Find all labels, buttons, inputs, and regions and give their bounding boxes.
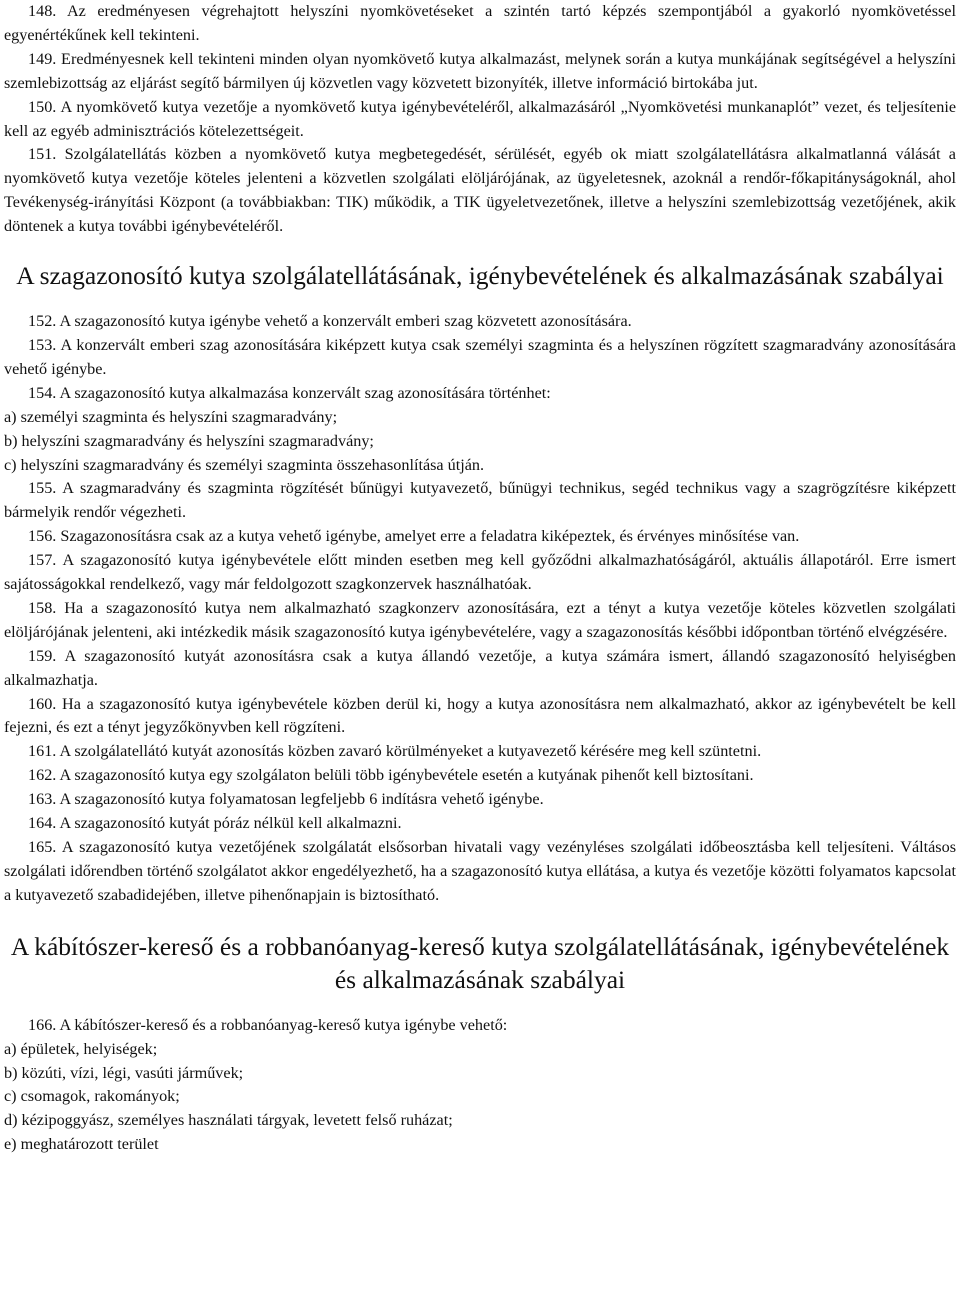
paragraph-161: 161. A szolgálatellátó kutyát azonosítás közben zavaró körülményeket a kutyavezető kérésére meg kell szüntetni. <box>28 742 762 761</box>
paragraph-159: 159. A szagazonosító kutyát azonosításra csak a kutya állandó vezetője, a kutya számára ismert, állandó szagazonosító helyiségben alkalmazhatja. <box>4 646 956 689</box>
list-item-154-b: b) helyszíni szagmaradvány és helyszíni szagmaradvány; <box>4 431 374 450</box>
list-item-154-c: c) helyszíni szagmaradvány és személyi szagminta összehasonlítása útján. <box>4 455 485 474</box>
paragraph-165: 165. A szagazonosító kutya vezetőjének szolgálatát elsősorban hivatali vagy vezényléses szolgálati időbeosztásba kell teljesíteni. Váltásos szolgálati időrendben történő szolgálatot akkor engedélyezhető, ha a szagazonosító kutya ellátása, a kutya és vezetője közötti folyamatos kapcsolat a kutyavezető szabadidejében, illetve pihenőnapjain is biztosítható. <box>4 838 956 904</box>
list-item-166-a: a) épületek, helyiségek; <box>4 1039 158 1058</box>
list-item-166-d: d) kézipoggyász, személyes használati tárgyak, levetett felső ruházat; <box>4 1111 453 1130</box>
section-heading-detection-dogs: A kábítószer-kereső és a robbanóanyag-kereső kutya szolgálatellátásának, igénybevételének és alkalmazásának szabályai <box>10 931 950 994</box>
paragraph-162: 162. A szagazonosító kutya egy szolgálaton belüli több igénybevétele esetén a kutyának pihenőt kell biztosítani. <box>28 766 754 785</box>
paragraph-164: 164. A szagazonosító kutyát póráz nélkül kell alkalmazni. <box>28 814 402 833</box>
paragraph-149: 149. Eredményesnek kell tekinteni minden olyan nyomkövető kutya alkalmazást, melynek során a kutya munkájának segítségével a helyszíni szemlebizottság az eljárást segítő bármilyen új közvetlen vagy közvetett bizonyíték, illetve információ birtokába jut. <box>4 49 956 92</box>
paragraph-156: 156. Szagazonosításra csak az a kutya vehető igénybe, amelyet erre a feladatra kiképeztek, és érvényes minősítése van. <box>28 527 800 546</box>
paragraph-163: 163. A szagazonosító kutya folyamatosan legfeljebb 6 indításra vehető igénybe. <box>28 790 544 809</box>
paragraph-154: 154. A szagazonosító kutya alkalmazása konzervált szag azonosítására történhet: <box>28 383 551 402</box>
paragraph-158: 158. Ha a szagazonosító kutya nem alkalmazható szagkonzerv azonosítására, ezt a tényt a kutya vezetője köteles közvetlen szolgálati elöljárójának jelenteni, aki intézkedik másik szagazonosító kutya igénybevételére, vagy a szagazonosítás későbbi időpontban történő elvégzésére. <box>4 598 956 641</box>
list-item-166-e: e) meghatározott terület <box>4 1135 159 1154</box>
list-item-166-c: c) csomagok, rakományok; <box>4 1087 180 1106</box>
list-item-154-a: a) személyi szagminta és helyszíni szagmaradvány; <box>4 407 338 426</box>
section-heading-scent-identification: A szagazonosító kutya szolgálatellátásának, igénybevételének és alkalmazásának szabályai <box>16 261 944 291</box>
paragraph-150: 150. A nyomkövető kutya vezetője a nyomkövető kutya igénybevételéről, alkalmazásáról „Nyomkövetési munkanaplót” vezet, és teljesítenie kell az egyéb adminisztrációs kötelezettségeit. <box>4 97 956 140</box>
paragraph-155: 155. A szagmaradvány és szagminta rögzítését bűnügyi kutyavezető, bűnügyi technikus, segéd technikus vagy a szagrögzítésre kiképzett bármelyik rendőr végezheti. <box>4 479 956 522</box>
paragraph-166: 166. A kábítószer-kereső és a robbanóanyag-kereső kutya igénybe vehető: <box>28 1015 508 1034</box>
paragraph-152: 152. A szagazonosító kutya igénybe vehető a konzervált emberi szag közvetett azonosítására. <box>28 312 632 331</box>
paragraph-160: 160. Ha a szagazonosító kutya igénybevétele közben derül ki, hogy a kutya azonosításra nem alkalmazható, akkor az igénybevételt be kell fejezni, és ezt a tényt jegyzőkönyvben kell rögzíteni. <box>4 694 956 737</box>
list-item-166-b: b) közúti, vízi, légi, vasúti járművek; <box>4 1063 244 1082</box>
paragraph-148: 148. Az eredményesen végrehajtott helyszíni nyomkövetéseket a szintén tartó képzés szempontjából a gyakorló nyomkövetéssel egyenértékűnek kell tekinteni. <box>4 2 956 44</box>
paragraph-157: 157. A szagazonosító kutya igénybevétele előtt minden esetben meg kell győződni alkalmazhatóságáról, aktuális állapotáról. Erre ismert sajátosságokkal rendelkező, vagy már feldolgozott szagkonzervek használhatóak. <box>4 551 956 594</box>
paragraph-153: 153. A konzervált emberi szag azonosítására kiképzett kutya csak személyi szagminta és a helyszínen rögzített szagmaradvány azonosítására vehető igénybe. <box>4 335 956 378</box>
paragraph-151: 151. Szolgálatellátás közben a nyomkövető kutya megbetegedését, sérülését, egyéb ok miatt szolgálatellátásra alkalmatlanná válását a nyomkövető kutya vezetője köteles jelenteni a közvetlen szolgálati elöljárójának, az ügyeletesnek, azoknál a rendőr-főkapitányságoknál, ahol Tevékenység-irányítási Központ (a továbbiakban: TIK) működik, a TIK ügyeletvezetőnek, illetve a helyszíni szemlebizottság vezetőjének, akik döntenek a kutya további igénybevételéről. <box>4 145 956 236</box>
